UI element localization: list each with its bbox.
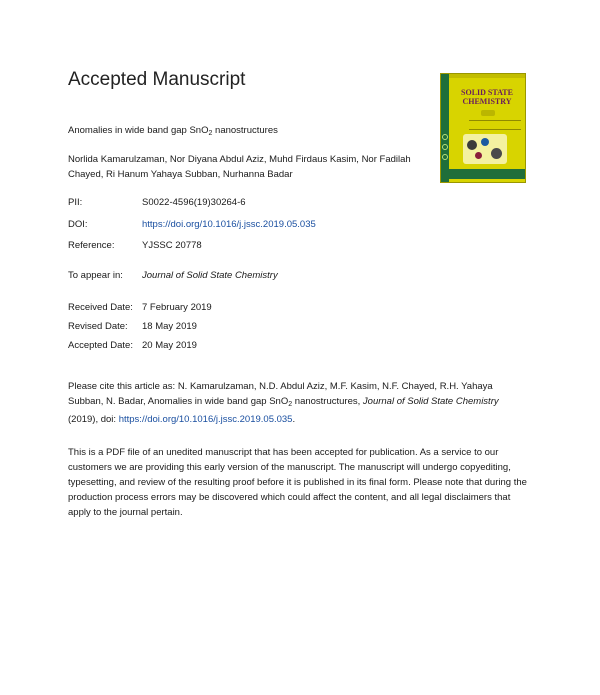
citation-paragraph: Please cite this article as: N. Kamarulzaman, N.D. Abdul Aziz, M.F. Kasim, N.F. Chayed, R.H. Yahaya Subban, N. Badar, Anomalies in wide band gap SnO$_2$ nanostructures, Journal of Solid State Chemistry (2019), doi: https://doi.org/10.1016/j.jssc.2019.05.035. xyxy=(68,381,499,425)
disclaimer-paragraph: This is a PDF file of an unedited manuscript that has been accepted for publication. As a service to our customers we are providing this early version of the manuscript. The manuscript will undergo copyediting, typesetting, and review of the resulting proof before it is published in its final form. Please note that during the production process errors may be discovered which could affect the content, and all legal disclaimers that apply to the journal pertain. xyxy=(68,447,527,518)
revised-date-value: 18 May 2019 xyxy=(142,321,197,332)
cover-footer-bar xyxy=(449,169,525,179)
citation-doi-link[interactable]: https://doi.org/10.1016/j.jssc.2019.05.035 xyxy=(118,414,293,425)
cover-ring-icon xyxy=(442,154,448,160)
received-date-label: Received Date: xyxy=(68,302,133,313)
doi-label: DOI: xyxy=(68,219,88,230)
cover-blurb xyxy=(469,120,521,130)
pii-label: PII: xyxy=(68,197,83,208)
cover-ring-icon xyxy=(442,144,448,150)
accepted-date-value: 20 May 2019 xyxy=(142,340,197,351)
manuscript-heading: Accepted Manuscript xyxy=(68,69,246,90)
cover-side-stripe xyxy=(441,74,449,183)
cover-ring-icon xyxy=(442,134,448,140)
accepted-date-label: Accepted Date: xyxy=(68,340,133,351)
molecule-icon xyxy=(491,148,502,159)
cover-molecule-art xyxy=(463,134,507,164)
pii-value: S0022-4596(19)30264-6 xyxy=(142,197,246,208)
journal-name: Journal of Solid State Chemistry xyxy=(142,270,278,281)
journal-cover-image xyxy=(440,73,526,183)
molecule-icon xyxy=(475,152,482,159)
received-date-value: 7 February 2019 xyxy=(142,302,212,313)
revised-date-label: Revised Date: xyxy=(68,321,128,332)
appear-in-label: To appear in: xyxy=(68,270,123,281)
article-title: Anomalies in wide band gap SnO$_2$ nanostructures xyxy=(68,125,278,137)
doi-link[interactable]: https://doi.org/10.1016/j.jssc.2019.05.035 xyxy=(142,219,316,230)
reference-value: YJSSC 20778 xyxy=(142,240,202,251)
cover-top-bar xyxy=(449,74,525,78)
reference-label: Reference: xyxy=(68,240,115,251)
molecule-icon xyxy=(467,140,477,150)
cover-logo-line2: CHEMISTRY xyxy=(462,97,512,106)
cover-emblem xyxy=(481,110,495,116)
cover-logo-line1: SOLID STATE xyxy=(461,88,513,97)
molecule-icon xyxy=(481,138,489,146)
author-list: Norlida Kamarulzaman, Nor Diyana Abdul Aziz, Muhd Firdaus Kasim, Nor Fadilah Chayed, Ri Hanum Yahaya Subban, Nurhanna Badar xyxy=(68,154,411,180)
